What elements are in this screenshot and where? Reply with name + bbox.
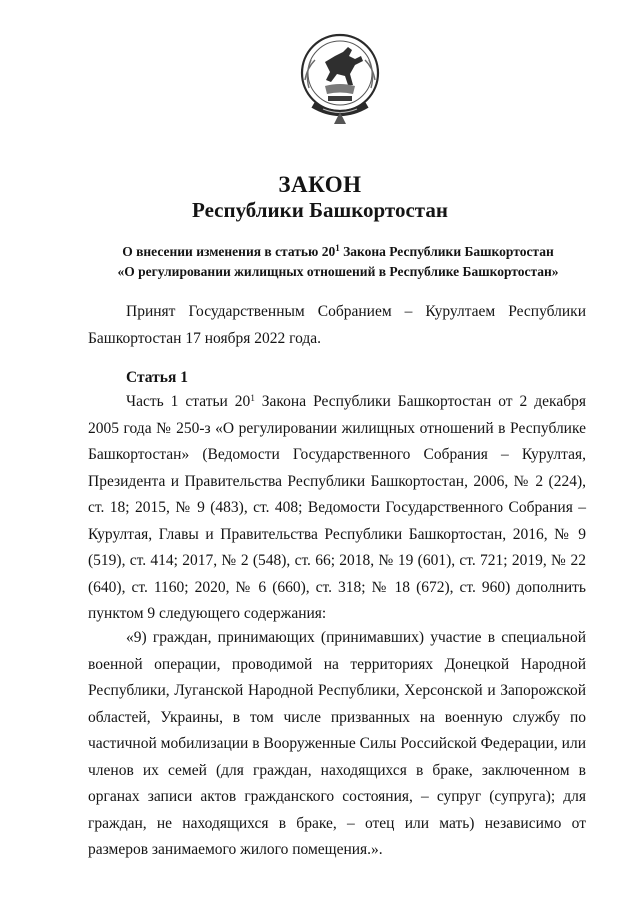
- article-paragraph-2: «9) граждан, принимающих (принимавших) участие в специальной военной операции, проводимой на территориях Донецкой Народной Республики, Луганской Народной Республики, Херсонской и Запорожской областей, Украины, в том числе призванных на военную службу по частичной мобилизации в Вооруженные Силы Российской Федерации, или членов их семей (для граждан, находящихся в браке, заключенном в органах записи актов гражданского состояния, – супруг (супруга); для граждан, не находящихся в браке, – отец или мать) независимо от размеров занимаемого жилого помещения.».: [88, 629, 586, 858]
- adoption-statement: Принят Государственным Собранием – Курултаем Республики Башкортостан 17 ноября 2022 года.: [88, 303, 586, 347]
- law-name-line-2: «О регулировании жилищных отношений в Республике Башкортостан»: [117, 264, 559, 279]
- coat-of-arms-emblem: [295, 30, 385, 130]
- document-title: ЗАКОН: [278, 172, 362, 197]
- document-subtitle: Республики Башкортостан: [192, 198, 448, 222]
- article-paragraph-1: Часть 1 статьи $20^1$ Закона Республики Башкортостан от 2 декабря 2005 года № 250-з «О регулировании жилищных отношений в Республике Башкортостан» (Ведомости Государственного Собрания – Курултая, Президента и Правительства Республики Башкортостан, 2006, № 2 (224), ст. 18; 2015, № 9 (483), ст. 408; Ведомости Государственного Собрания – Курултая, Главы и Правительства Республики Башкортостан, 2016, № 9 (519), ст. 414; 2017, № 2 (548), ст. 66; 2018, № 19 (601), ст. 721; 2019, № 22 (640), ст. 1160; 2020, № 6 (660), ст. 318; № 18 (672), ст. 960) дополнить пунктом 9 следующего содержания:: [88, 393, 586, 622]
- law-name-line-1: О внесении изменения в статью $20^1$ Закона Республики Башкортостан: [122, 243, 554, 259]
- law-name: [88, 242, 588, 282]
- article-heading: Статья 1: [126, 369, 188, 386]
